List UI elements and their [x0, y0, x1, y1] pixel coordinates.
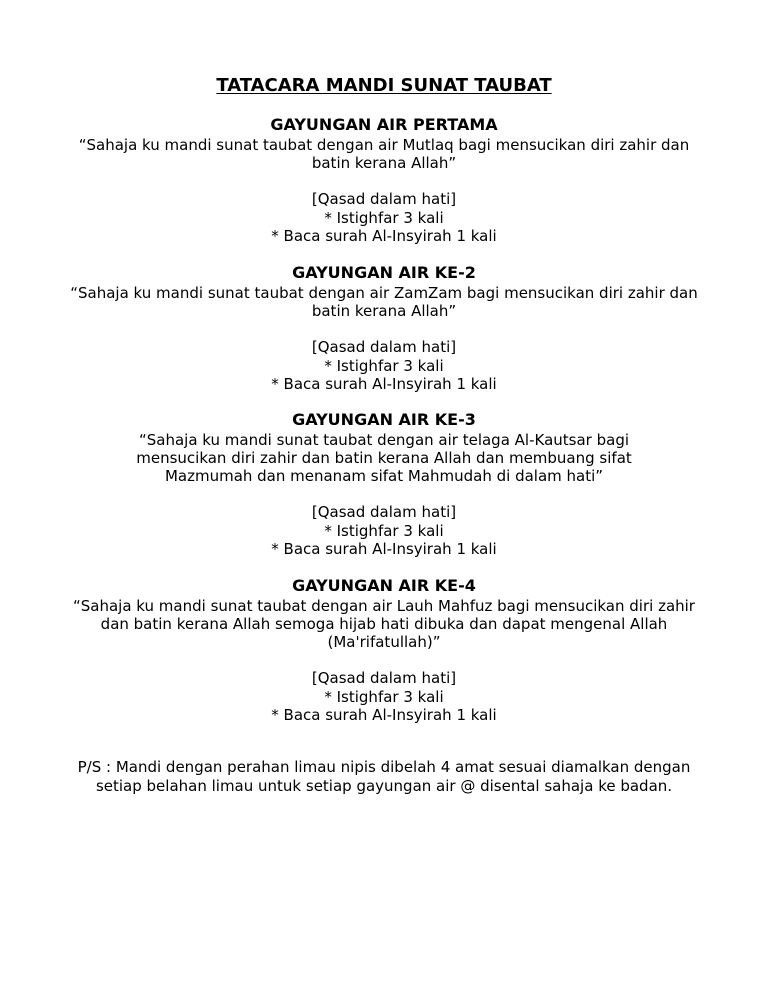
section-second-pour — [66, 262, 702, 394]
istighfar-line: * Istighfar 3 kali — [324, 687, 444, 706]
istighfar-line: * Istighfar 3 kali — [324, 521, 444, 540]
qasad-line: [Qasad dalam hati] — [311, 503, 457, 521]
istighfar-line: * Istighfar 3 kali — [324, 208, 444, 227]
istighfar-line: * Istighfar 3 kali — [324, 356, 444, 375]
section-steps — [68, 669, 700, 725]
qasad-line: [Qasad dalam hati] — [311, 190, 457, 208]
section-third-pour — [96, 409, 672, 559]
section-heading: GAYUNGAN AIR KE-3 — [292, 410, 476, 429]
qasad-line: [Qasad dalam hati] — [311, 669, 457, 687]
surah-line: * Baca surah Al-Insyirah 1 kali — [271, 540, 497, 558]
document-title-text: TATACARA MANDI SUNAT TAUBAT — [216, 75, 552, 96]
surah-line: * Baca surah Al-Insyirah 1 kali — [271, 375, 497, 393]
surah-line: * Baca surah Al-Insyirah 1 kali — [271, 227, 497, 245]
section-steps — [66, 338, 702, 394]
section-first-pour — [66, 114, 702, 246]
footnote: P/S : Mandi dengan perahan limau nipis dibelah 4 amat sesuai diamalkan dengan setiap belahan limau untuk setiap gayungan air @ disental sahaja ke badan. — [77, 758, 691, 795]
section-steps — [66, 190, 702, 246]
section-intent: “Sahaja ku mandi sunat taubat dengan air telaga Al-Kautsar bagi mensucikan diri zahir dan batin kerana Allah dan membuang sifat Mazmumah dan menanam sifat Mahmudah di dalam hati” — [136, 431, 632, 485]
section-heading: GAYUNGAN AIR PERTAMA — [270, 115, 498, 134]
section-fourth-pour — [68, 575, 700, 725]
section-heading: GAYUNGAN AIR KE-2 — [292, 263, 476, 282]
section-intent: “Sahaja ku mandi sunat taubat dengan air ZamZam bagi mensucikan diri zahir dan batin kerana Allah” — [70, 284, 698, 320]
section-heading: GAYUNGAN AIR KE-4 — [292, 576, 476, 595]
section-intent: “Sahaja ku mandi sunat taubat dengan air Mutlaq bagi mensucikan diri zahir dan batin kerana Allah” — [78, 136, 690, 172]
qasad-line: [Qasad dalam hati] — [311, 338, 457, 356]
section-steps — [96, 503, 672, 559]
document-title — [0, 74, 768, 98]
section-intent: “Sahaja ku mandi sunat taubat dengan air Lauh Mahfuz bagi mensucikan diri zahir dan batin kerana Allah semoga hijab hati dibuka dan dapat mengenal Allah (Ma'rifatullah)” — [73, 597, 695, 651]
surah-line: * Baca surah Al-Insyirah 1 kali — [271, 706, 497, 724]
